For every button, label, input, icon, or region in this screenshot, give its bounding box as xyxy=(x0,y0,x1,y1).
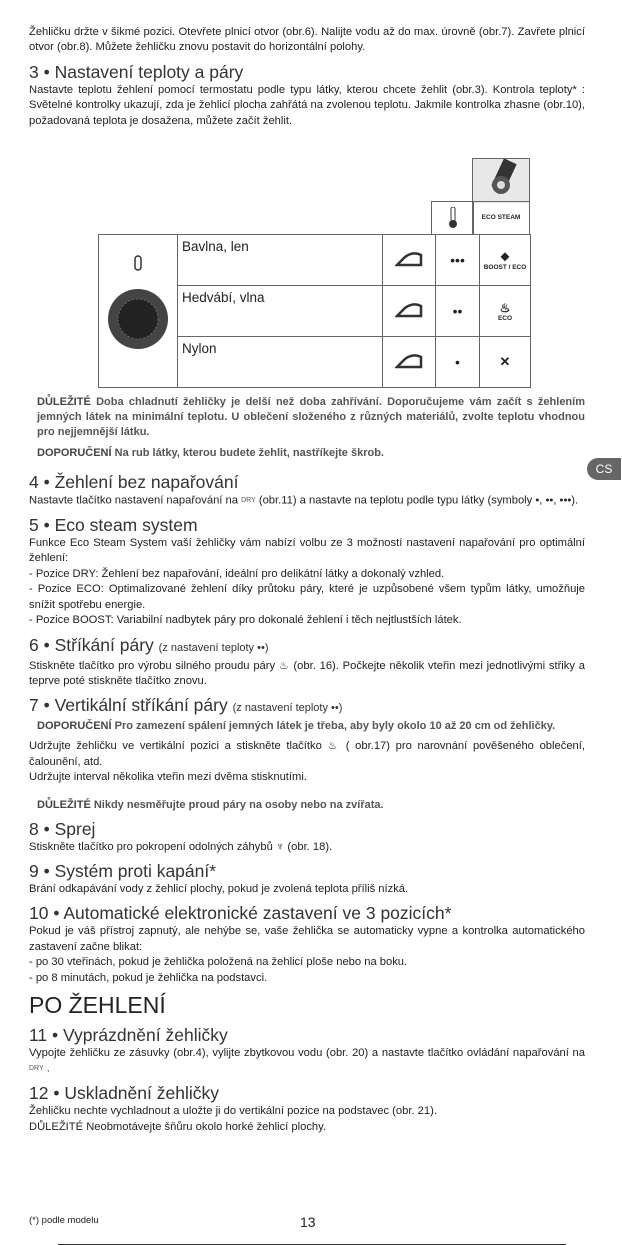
list-item: - po 30 vteřinách, pokud je žehlička položená na žehlicí ploše nebo na boku. xyxy=(29,956,408,969)
section-5-text: Funkce Eco Steam System vaší žehličky vám nabízí volbu ze 3 možností nastavení napařování pro optimální žehlení: xyxy=(29,537,585,565)
section-7-text-2: Udržujte interval několika vteřin mezi dvěma stisknutími. xyxy=(29,771,307,784)
section-8-text: Stiskněte tlačítko pro pokropení odolných záhybů ♆ (obr. 18). xyxy=(29,840,333,853)
section-11-title: 11 • Vyprázdnění žehličky xyxy=(29,1024,228,1045)
iron-photo xyxy=(472,158,530,203)
section-8-title: 8 • Sprej xyxy=(29,818,96,839)
temp-dots: •• xyxy=(436,286,480,337)
important-note-1: DŮLEŽITÉ Doba chladnutí žehličky je delší než doba zahřívání. Doporučujeme vám začít s žehlením jemných látek na minimální teplotu. U oblečení složeného z různých materiálů, zvolte teplotu vhodnou pro nejjemnější látku. xyxy=(37,396,585,438)
section-7-title: 7 • Vertikální stříkání páry (z nastavení teploty ••) xyxy=(29,695,343,716)
list-item: - Pozice DRY: Žehlení bez napařování, ideální pro delikátní látky a dokonalý vzhled. xyxy=(29,567,445,580)
no-steam-icon: ✕ xyxy=(480,337,531,388)
page-content-lower xyxy=(29,395,585,1135)
section-9-title: 9 • Systém proti kapání* xyxy=(29,860,217,881)
list-item: - Pozice BOOST: Variabilní nadbytek páry pro dokonalé žehlení i těch nejtlustších látek. xyxy=(29,614,462,627)
dry-icon: DRY xyxy=(29,1065,44,1073)
section-5-title: 5 • Eco steam system xyxy=(29,515,198,536)
section-4-title: 4 • Žehlení bez napařování xyxy=(29,472,239,492)
temp-header-cell xyxy=(431,201,474,234)
language-tab: CS xyxy=(587,458,621,480)
table-row xyxy=(99,235,531,286)
fabric-label: Nylon xyxy=(178,337,383,388)
section-12-text-1: Žehličku nechte vychladnout a uložte ji do vertikální pozice na podstavec (obr. 21). xyxy=(29,1105,437,1118)
fabric-label: Hedvábí, vlna xyxy=(178,286,383,337)
list-item: - po 8 minutách, pokud je žehlička na podstavci. xyxy=(29,971,268,984)
section-11-text: Vypojte žehličku ze zásuvky (obr.4), vylijte zbytkovou vodu (obr. 20) a nastavte tlačítko ovládání napařování na DRY . xyxy=(29,1046,585,1076)
section-10-title: 10 • Automatické elektronické zastavení ve 3 pozicích* xyxy=(29,903,452,924)
iron-icon xyxy=(383,286,436,337)
fabric-label: Bavlna, len xyxy=(178,235,383,286)
section-10-text: Pokud je váš přístroj zapnutý, ale nehýbe se, vaše žehlička se automaticky vypne a kontrolka automatického zastavení začne blikat: xyxy=(29,925,585,953)
boost-icon: ⬥ xyxy=(500,249,510,263)
section-7-text-1: Udržujte žehličku ve vertikální pozici a stiskněte tlačítko ♨ ( obr.17) pro narovnání pověšeného oblečení, čalounění, atd. xyxy=(29,740,585,768)
important-note-2: DŮLEŽITÉ Nikdy nesměřujte proud páry na osoby nebo na zvířata. xyxy=(37,798,384,811)
after-ironing-heading: PO ŽEHLENÍ xyxy=(29,991,166,1018)
temp-dots: ••• xyxy=(436,235,480,286)
iron-icon xyxy=(383,337,436,388)
section-6-title: 6 • Stříkání páry (z nastavení teploty ••) xyxy=(29,634,269,655)
section-12-text-2: DŮLEŽITÉ Neobmotávejte šňůru okolo horké žehlicí plochy. xyxy=(29,1120,327,1133)
section-4-text: Nastavte tlačítko nastavení napařování na DRY (obr.11) a nastavte na teplotu podle typu látky (symboly •, ••, •••). xyxy=(29,494,579,507)
section-12-title: 12 • Uskladnění žehličky xyxy=(29,1083,219,1104)
iron-icon xyxy=(383,235,436,286)
thermometer-icon xyxy=(448,207,458,229)
thermostat-dial xyxy=(99,235,178,388)
list-item: - Pozice ECO: Optimalizované žehlení díky průtoku páry, které je uzpůsobené všem typům látky, umožňuje snížit spotřebu energie. xyxy=(29,583,585,611)
page-number: 13 xyxy=(300,1214,316,1230)
recommendation-note-1: DOPORUČENÍ Na rub látky, kterou budete žehlit, nastříkejte škrob. xyxy=(37,447,384,459)
section-3-text: Nastavte teplotu žehlení pomocí termostatu podle typu látky, kterou chcete žehlit (obr.3). Kontrola teploty* : Světelné kontrolky ukazují, zda je žehlicí plocha zahřátá na zvolenou teplotu. Jakmile kontrolka zhasne (obr.10), požadovaná teplota je dosažena, můžete začít žehlit. xyxy=(29,83,585,127)
steam-mode: ⬥ BOOST / ECO xyxy=(480,235,531,286)
temp-dots: • xyxy=(436,337,480,388)
steam-mode: ♨ ECO xyxy=(480,286,531,337)
recommendation-note-2: DOPORUČENÍ Pro zamezení spálení jemných látek je třeba, aby byly okolo 10 až 20 cm od žehličky. xyxy=(37,720,556,733)
footnote: (*) podle modelu xyxy=(29,1215,99,1226)
dry-icon: DRY xyxy=(241,497,256,504)
intro-text: Žehličku držte v šikmé pozici. Otevřete plnicí otvor (obr.6). Nalijte vodu až do max. úrovně (obr.7). Zavřete plnicí otvor (obr.8). Můžete žehličku znovu postavit do horizontální polohy. xyxy=(29,26,585,54)
eco-icon: ♨ xyxy=(499,300,511,315)
eco-steam-header: ECO STEAM xyxy=(472,201,530,234)
section-9-text: Brání odkapávání vody z žehlicí plochy, pokud je zvolená teplota příliš nízká. xyxy=(29,882,409,895)
section-6-text: Stiskněte tlačítko pro výrobu silného proudu páry ♨ (obr. 16). Počkejte několik vteřin mezi jednotlivými střiky a teprve poté stiskněte tlačítko znovu. xyxy=(29,659,585,687)
section-3-title: 3 • Nastavení teploty a páry xyxy=(29,61,244,82)
temperature-table xyxy=(98,234,531,388)
